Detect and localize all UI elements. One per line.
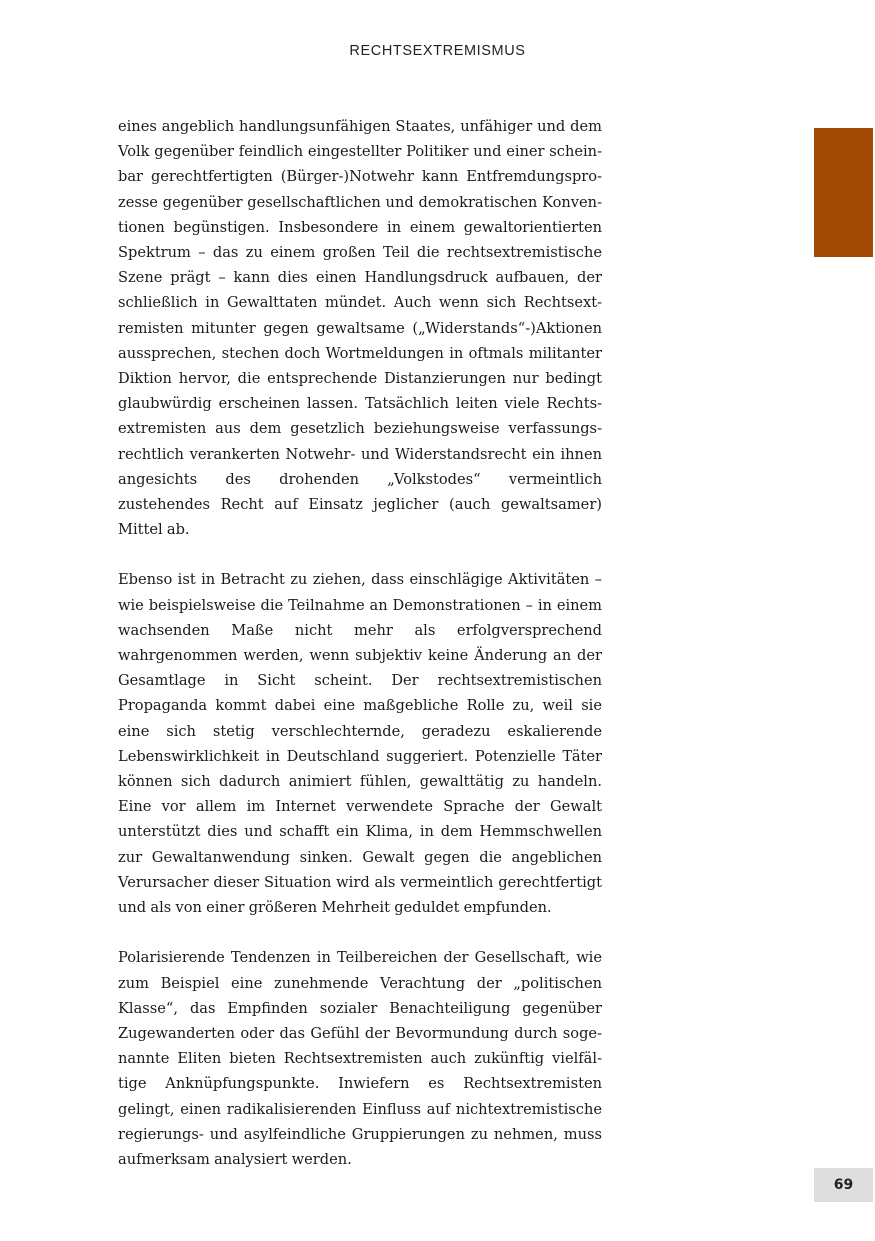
paragraph-2: Ebenso ist in Betracht zu ziehen, dass einschlägige Aktivitäten – wie beispielsweise die Teilnahme an Demonstrationen – in einem wachsenden Maße nicht mehr als erfolgversprechend wahrgenommen werden, wenn subjektiv keine Änderung an der Gesamtlage in Sicht scheint. Der rechtsextremistischen Propaganda kommt dabei eine maßgebliche Rolle zu, weil sie eine sich stetig verschlechternde, geradezu eskalierende Lebenswirklichkeit in Deutschland suggeriert. Potenzielle Täter können sich dadurch animiert fühlen, gewalttätig zu handeln. Eine vor allem im Internet verwendete Sprache der Gewalt unterstützt dies und schafft ein Klima, in dem Hemmschwellen zur Gewaltanwendung sinken. Gewalt gegen die angeblichen Verursacher dieser Situation wird als vermeintlich gerechtfertigt und als von einer größeren Mehrheit geduldet empfunden.: [118, 571, 602, 917]
body-text: [118, 114, 602, 1197]
running-header-title: RECHTSEXTREMISMUS: [349, 43, 526, 59]
paragraph-3: Polarisierende Tendenzen in Teilbereichen der Gesellschaft, wie zum Beispiel eine zunehmende Verachtung der „politischen Klasse“, das Empfinden sozialer Benachteiligung gegenüber Zugewanderten oder das Gefühl der Bevormundung durch sogenannte Eliten bieten Rechtsextremisten auch zukünftig vielfältige Anknüpfungspunkte. Inwiefern es Rechtsextremisten gelingt, einen radikalisierenden Einfluss auf nichtextremistische regierungs- und asylfeindliche Gruppierungen zu nehmen, muss aufmerksam analysiert werden.: [118, 949, 602, 1168]
page-number: 69: [814, 1168, 873, 1202]
chapter-side-tab: [814, 128, 873, 257]
paragraph-1: eines angeblich handlungsunfähigen Staates, unfähiger und dem Volk gegenüber feindlich eingestellter Politiker und einer scheinbar gerechtfertigten (Bürger-)Notwehr kann Entfremdungsprozesse gegenüber gesellschaftlichen und demokratischen Konventionen begünstigen. Insbesondere in einem gewaltorientierten Spektrum – das zu einem großen Teil die rechtsextremistische Szene prägt – kann dies einen Handlungsdruck aufbauen, der schließlich in Gewalttaten mündet. Auch wenn sich Rechtsextremisten mitunter gegen gewaltsame („Widerstands“-)Aktionen aussprechen, stechen doch Wortmeldungen in oftmals militanter Diktion hervor, die entsprechende Distanzierungen nur bedingt glaubwürdig erscheinen lassen. Tatsächlich leiten viele Rechtsextremisten aus dem gesetzlich beziehungsweise verfassungsrechtlich verankerten Notwehr- und Widerstandsrecht ein ihnen angesichts des drohenden „Volkstodes“ vermeintlich zustehendes Recht auf Einsatz jeglicher (auch gewaltsamer) Mittel ab.: [118, 118, 602, 539]
